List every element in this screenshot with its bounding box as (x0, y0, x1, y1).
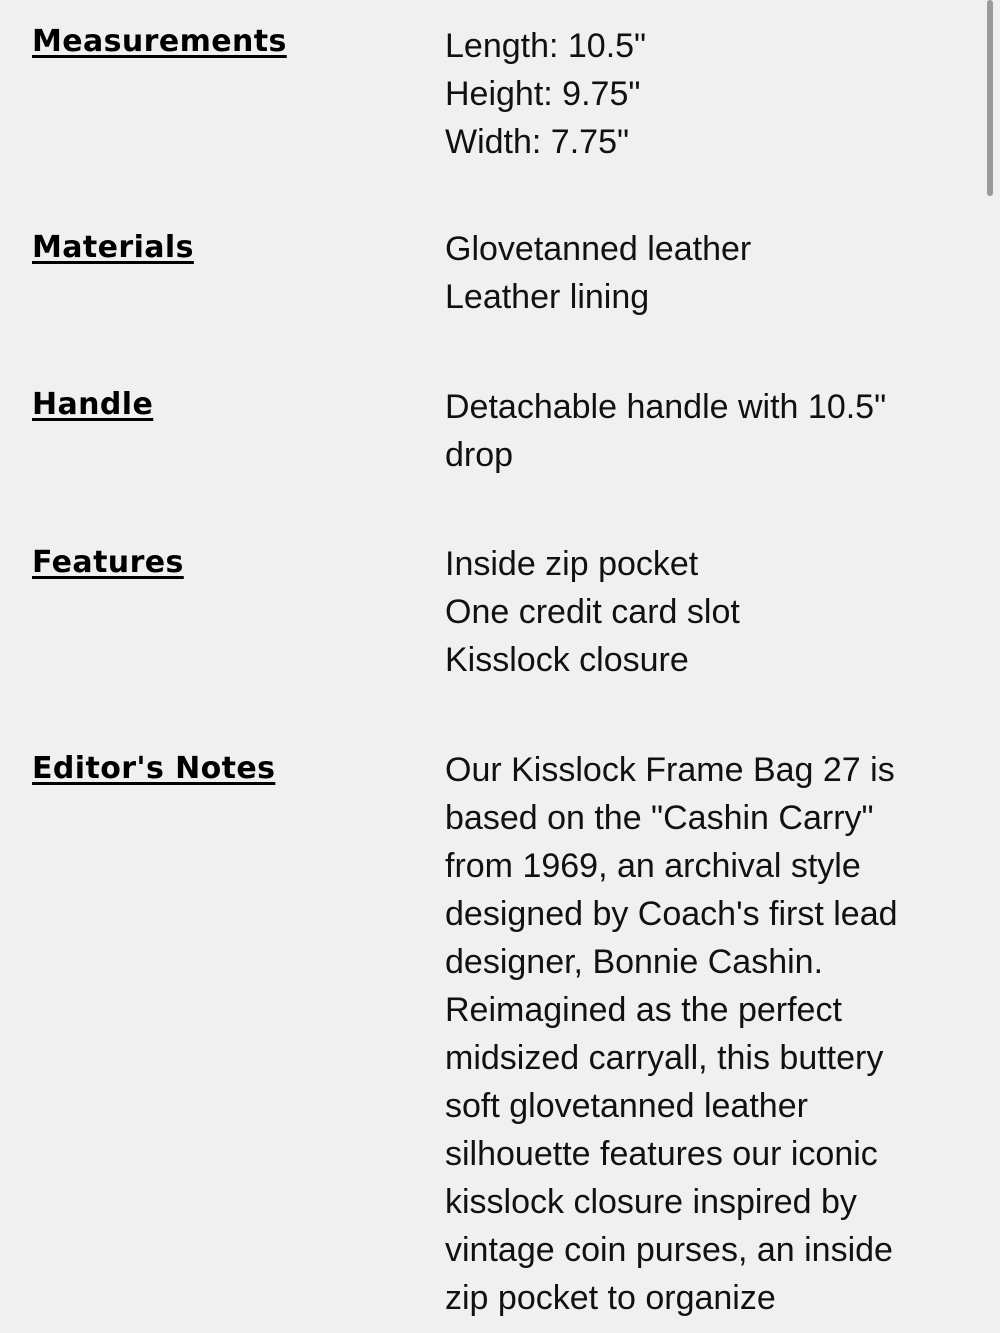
measurements-heading: Measurements (32, 24, 287, 59)
handle-line-1: Detachable handle with 10.5" (445, 388, 887, 426)
handle-value (445, 383, 945, 479)
measurement-width: Width: 7.75" (445, 123, 630, 161)
measurement-length: Length: 10.5" (445, 27, 647, 65)
materials-value (445, 225, 945, 321)
feature-card-slot: One credit card slot (445, 593, 740, 631)
material-lining: Leather lining (445, 278, 650, 316)
handle-heading: Handle (32, 387, 154, 422)
editors-notes-text: Our Kisslock Frame Bag 27 is based on the "Cashin Carry" from 1969, an archival style designed by Coach's first lead designer, Bonnie Cashin. Reimagined as the perfect midsized carryall, this buttery soft glovetanned leather silhouette features our iconic kisslock closure inspired by vintage coin purses, an inside zip pocket to organize (445, 751, 898, 1317)
vertical-scrollbar[interactable] (987, 0, 993, 196)
editors-notes-heading: Editor's Notes (32, 751, 276, 786)
measurement-height: Height: 9.75" (445, 75, 641, 113)
handle-line-2: drop (445, 436, 514, 474)
materials-heading: Materials (32, 230, 194, 265)
material-outer: Glovetanned leather (445, 230, 752, 268)
measurements-value (445, 22, 945, 166)
features-heading: Features (32, 545, 184, 580)
feature-closure: Kisslock closure (445, 641, 689, 679)
features-value (445, 540, 945, 684)
feature-zip-pocket: Inside zip pocket (445, 545, 699, 583)
